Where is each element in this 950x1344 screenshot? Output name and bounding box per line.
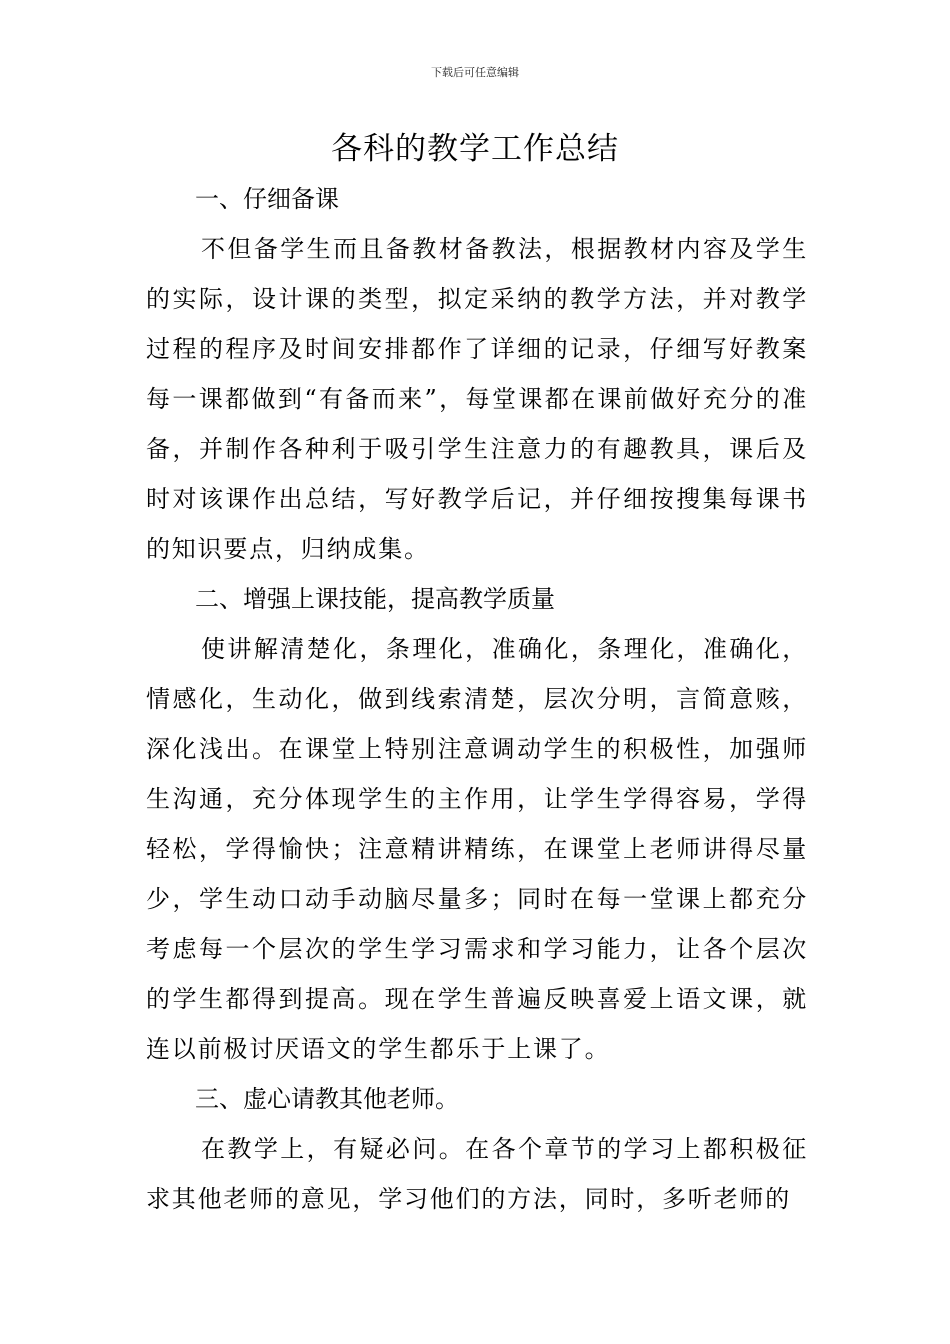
section-heading: 三、虚心请教其他老师。	[195, 1085, 459, 1113]
section-paragraph: 在教学上，有疑必问。在各个章节的学习上都积极征求其他老师的意见，学习他们的方法，同时，多听老师的	[146, 1135, 808, 1213]
section-preparation	[146, 174, 808, 574]
section-consult-teachers	[146, 1074, 808, 1224]
section-paragraph: 不但备学生而且备教材备教法，根据教材内容及学生的实际，设计课的类型，拟定采纳的教学方法，并对教学过程的程序及时间安排都作了详细的记录，仔细写好教案每一课都做到“有备而来”，每堂课都在课前做好充分的准备，并制作各种利于吸引学生注意力的有趣教具，课后及时对该课作出总结，写好教学后记，并仔细按搜集每课书的知识要点，归纳成集。	[146, 235, 808, 563]
section-heading: 二、增强上课技能，提高教学质量	[195, 585, 555, 613]
section-teaching-skills	[146, 574, 808, 1074]
document-title: 各科的教学工作总结	[331, 131, 619, 167]
section-paragraph: 使讲解清楚化，条理化，准确化，条理化，准确化，情感化，生动化，做到线索清楚，层次分明，言简意赅，深化浅出。在课堂上特别注意调动学生的积极性，加强师生沟通，充分体现学生的主作用，让学生学得容易，学得轻松，学得愉快；注意精讲精练，在课堂上老师讲得尽量少，学生动口动手动脑尽量多；同时在每一堂课上都充分考虑每一个层次的学生学习需求和学习能力，让各个层次的学生都得到提高。现在学生普遍反映喜爱上语文课，就连以前极讨厌语文的学生都乐于上课了。	[146, 635, 808, 1063]
header-note: 下载后可任意编辑	[431, 66, 519, 79]
section-heading: 一、仔细备课	[195, 185, 339, 213]
document-body	[146, 174, 808, 1224]
